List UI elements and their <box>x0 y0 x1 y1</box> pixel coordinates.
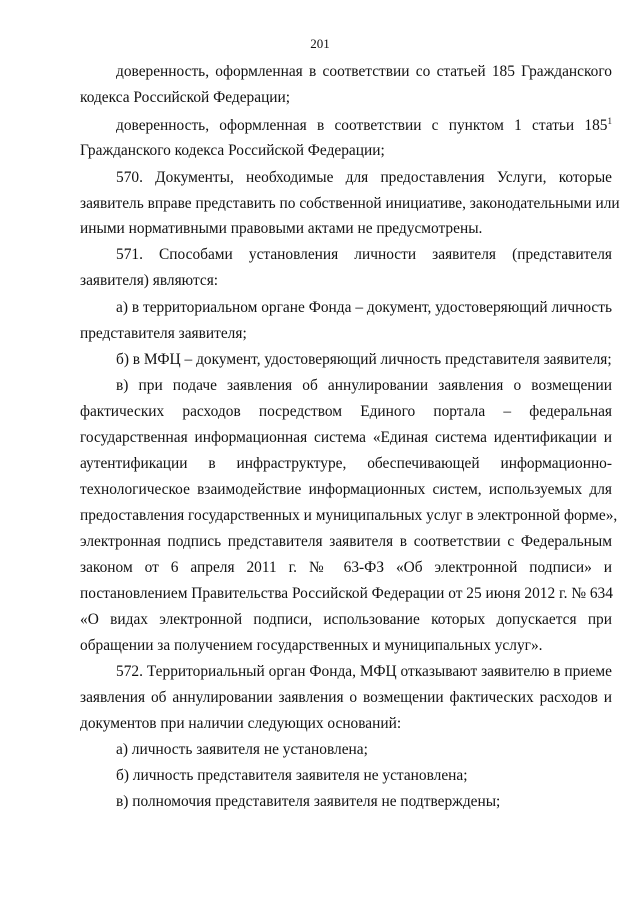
text-line: 571. Способами установления личности заявителя (представителя <box>116 246 612 263</box>
text-line: б) личность представителя заявителя не установлена; <box>116 767 468 784</box>
text-line-content: доверенность, оформленная в соответствии с пунктом 1 статьи 185 <box>116 117 608 134</box>
text-line: заявитель вправе представить по собственной инициативе, законодательными или <box>80 195 620 212</box>
text-line: документов при наличии следующих оснований: <box>80 715 402 732</box>
text-line: доверенность, оформленная в соответствии со статьей 185 Гражданского <box>116 63 612 80</box>
text-line: в) при подаче заявления об аннулировании заявления о возмещении <box>116 377 612 394</box>
text-line: Гражданского кодекса Российской Федерации; <box>80 142 385 159</box>
text-line: технологическое взаимодействие информационных систем, используемых для <box>80 481 612 498</box>
text-line: кодекса Российской Федерации; <box>80 89 291 106</box>
text-line: предоставления государственных и муниципальных услуг в электронной форме», <box>80 507 618 524</box>
text-line: обращении за получением государственных и муниципальных услуг». <box>80 637 543 654</box>
text-line: а) в территориальном органе Фонда – документ, удостоверяющий личность <box>116 299 612 316</box>
text-line: 572. Территориальный орган Фонда, МФЦ отказывают заявителю в приеме <box>116 663 612 680</box>
text-line: законом от 6 апреля 2011 г. № 63-ФЗ «Об электронной подписи» и <box>80 559 612 576</box>
text-line: заявителя) являются: <box>80 272 219 289</box>
text-line: постановлением Правительства Российской Федерации от 25 июня 2012 г. № 634 <box>80 585 613 602</box>
text-line: электронная подпись представителя заявителя в соответствии с Федеральным <box>80 533 612 550</box>
text-line: заявления об аннулировании заявления о возмещении фактических расходов и <box>80 689 612 706</box>
text-line: аутентификации в инфраструктуре, обеспечивающей информационно- <box>80 455 612 472</box>
text-line: а) личность заявителя не установлена; <box>116 741 368 758</box>
text-line: фактических расходов посредством Единого портала – федеральная <box>80 403 612 420</box>
superscript: 1 <box>607 116 612 126</box>
text-line: в) полномочия представителя заявителя не подтверждены; <box>116 793 501 810</box>
text-line: иными нормативными правовыми актами не предусмотрены. <box>80 220 483 237</box>
text-line <box>116 116 612 136</box>
text-line: 570. Документы, необходимые для предоставления Услуги, которые <box>116 169 612 186</box>
text-line: государственная информационная система «Единая система идентификации и <box>80 429 612 446</box>
text-line: б) в МФЦ – документ, удостоверяющий личность представителя заявителя; <box>116 351 612 368</box>
text-line: «О видах электронной подписи, использование которых допускается при <box>80 611 612 628</box>
text-line: представителя заявителя; <box>80 325 247 342</box>
page-number: 201 <box>310 36 330 51</box>
